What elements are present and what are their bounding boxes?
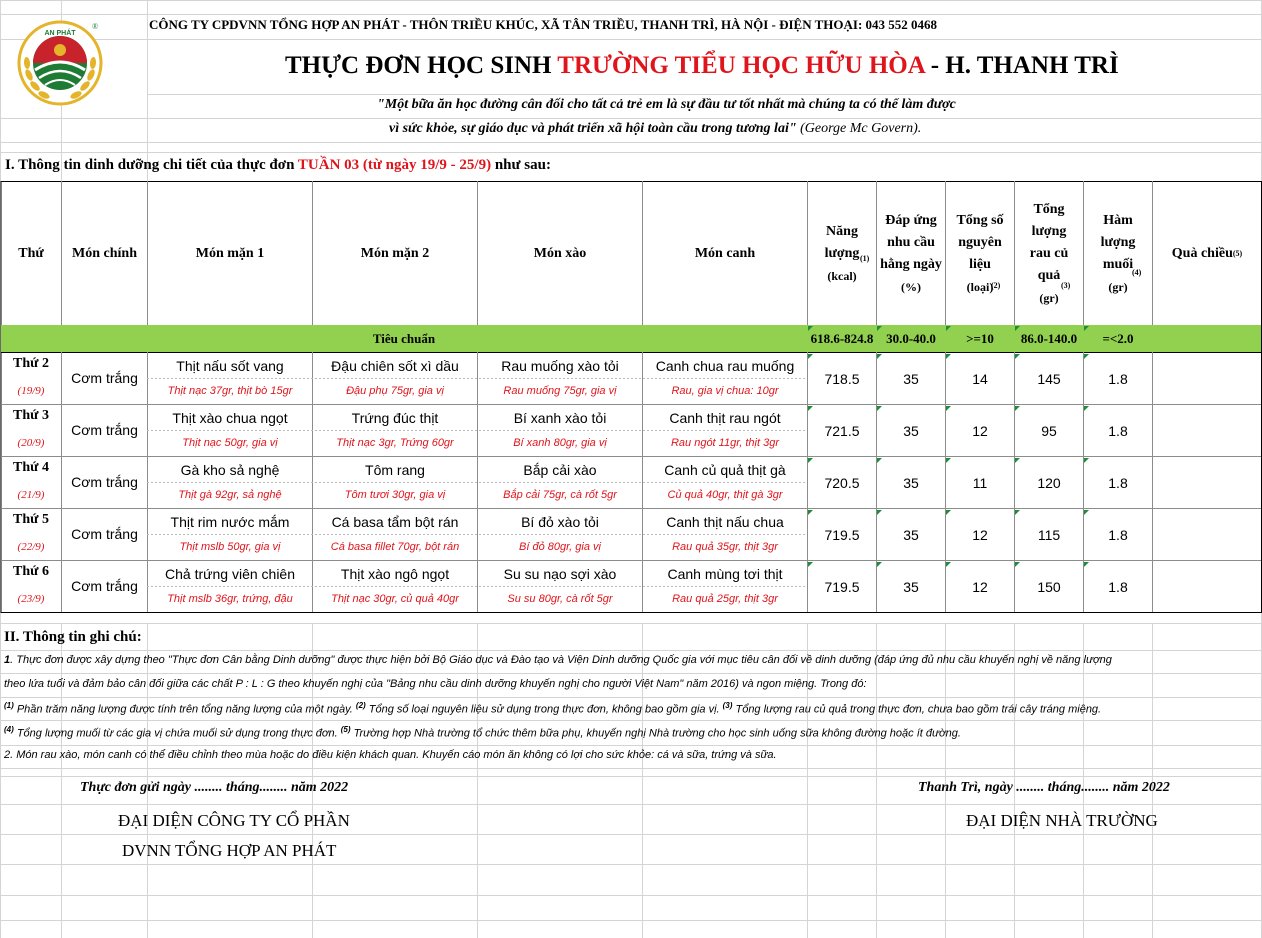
standard-energy: 618.6-824.8 xyxy=(810,331,874,346)
row-veg: 150 xyxy=(1037,579,1061,595)
row-salt: 1.8 xyxy=(1108,423,1128,439)
row-stirfry-ingredients: Bí xanh 80gr, gia vị xyxy=(513,437,607,449)
row-salty2-ingredients: Cá basa fillet 70gr, bột rán xyxy=(330,541,460,553)
row-salty2-dish: Cá basa tẩm bột rán xyxy=(331,514,459,530)
standard-label: Tiêu chuẩn xyxy=(372,331,436,346)
row-main-dish: Cơm trắng xyxy=(71,526,138,542)
row-day: Thứ 4 xyxy=(12,460,50,475)
registered-mark: ® xyxy=(92,22,99,31)
row-salty2-ingredients: Đậu phụ 75gr, gia vị xyxy=(346,385,444,397)
company-address-line: CÔNG TY CPDVNN TỔNG HỢP AN PHÁT - THÔN TRIỀU KHÚC, XÃ TÂN TRIỀU, THANH TRÌ, HÀ NỘI - ĐIỆN THOẠI: 043 552 0468 xyxy=(149,17,938,32)
row-salty2-ingredients: Thịt nạc 30gr, củ quả 40gr xyxy=(331,593,459,605)
header-ingredient-count-label: Tổng số nguyên liệu xyxy=(956,212,1004,272)
row-day: Thứ 6 xyxy=(12,564,50,579)
row-salt: 1.8 xyxy=(1108,371,1128,387)
header-daily-need-unit: (%) xyxy=(901,279,921,294)
cell-comment-marker-icon xyxy=(808,458,813,463)
row-stirfry-ingredients: Bí đỏ 80gr, gia vị xyxy=(519,541,601,553)
row-soup-ingredients: Rau quả 25gr, thịt 3gr xyxy=(672,593,778,605)
row-main-dish: Cơm trắng xyxy=(71,370,138,386)
row-veg: 145 xyxy=(1037,371,1061,387)
row-soup-ingredients: Rau, gia vị chua: 10gr xyxy=(671,385,779,397)
row-soup-dish: Canh củ quả thịt gà xyxy=(664,462,786,478)
row-stirfry-dish: Bắp cải xào xyxy=(523,462,597,478)
fn3-text: Tổng lượng rau củ quả trong thực đơn, chưa bao gồm trái cây tráng miệng. xyxy=(732,703,1102,716)
cell-comment-marker-icon xyxy=(946,458,951,463)
row-salty1-dish: Thịt rim nước mắm xyxy=(170,514,290,530)
row-stirfry-dish: Su su nạo sợi xào xyxy=(503,566,617,582)
row-salty1-ingredients: Thịt mslb 50gr, gia vị xyxy=(179,541,281,553)
row-main-dish: Cơm trắng xyxy=(71,422,138,438)
row-salty2-dish: Thịt xào ngô ngọt xyxy=(340,566,450,582)
quote-author: (George Mc Govern). xyxy=(796,121,922,136)
row-stirfry-dish: Bí đỏ xào tỏi xyxy=(521,514,599,530)
fn1-text: Phần trăm năng lượng được tính trên tổng năng lượng của một ngày. xyxy=(13,703,356,716)
title-school-name: TRƯỜNG TIỂU HỌC HỮU HÒA xyxy=(557,52,925,79)
row-stirfry-ingredients: Bắp cải 75gr, cà rốt 5gr xyxy=(503,489,617,501)
row-meet: 35 xyxy=(903,423,919,439)
cell-comment-marker-icon xyxy=(1084,510,1089,515)
header-energy-sup: (1) xyxy=(860,254,870,263)
note-1-line-2: theo lứa tuổi và đảm bảo cân đối giữa các chất P : L : G theo khuyến nghị của "Bảng nhu cầu dinh dưỡng khuyến nghị cho người Việt Nam" năm 2016) và ngon miệng. Trong đó: xyxy=(4,678,867,690)
company-logo xyxy=(17,20,103,106)
header-vegetables-label: Tổng lượng rau củ quả xyxy=(1029,201,1069,283)
header-salt-unit: (gr) xyxy=(1108,279,1128,294)
cell-comment-marker-icon xyxy=(946,326,951,331)
school-representative: ĐẠI DIỆN NHÀ TRƯỜNG xyxy=(966,811,1158,830)
place-date-line: Thanh Trì, ngày ........ tháng........ năm 2022 xyxy=(918,780,1170,795)
row-soup-dish: Canh mùng tơi thịt xyxy=(667,566,783,582)
header-ingredient-count-unit: (loại) xyxy=(966,279,994,294)
quote-line-2 xyxy=(389,121,921,137)
row-salty1-dish: Gà kho sả nghệ xyxy=(180,462,280,478)
row-stirfry-dish: Bí xanh xào tỏi xyxy=(513,410,607,426)
header-energy xyxy=(808,182,876,325)
cell-comment-marker-icon xyxy=(1015,406,1020,411)
row-main-dish: Cơm trắng xyxy=(71,474,138,490)
row-energy: 718.5 xyxy=(824,371,860,387)
row-stirfry-dish: Rau muống xào tỏi xyxy=(501,358,619,374)
row-ingredients: 14 xyxy=(972,371,988,387)
row-salty1-ingredients: Thịt gà 92gr, sả nghệ xyxy=(178,489,282,501)
row-salt: 1.8 xyxy=(1108,579,1128,595)
header-salt-label: Hàm lượng muối xyxy=(1100,212,1136,272)
header-snack-sup: (5) xyxy=(1232,248,1243,258)
header-soup: Món canh xyxy=(694,245,756,261)
cell-comment-marker-icon xyxy=(808,406,813,411)
footnotes-line-2 xyxy=(4,725,961,740)
row-ingredients: 12 xyxy=(972,527,988,543)
fn1-sup: (1) xyxy=(4,701,14,710)
quote-line-1: "Một bữa ăn học đường cân đối cho tất cả trẻ em là sự đầu tư tốt nhất mà chúng ta có thể làm được xyxy=(377,97,956,112)
header-vegetables xyxy=(1015,182,1083,325)
row-energy: 719.5 xyxy=(824,579,860,595)
row-meet: 35 xyxy=(903,579,919,595)
cell-comment-marker-icon xyxy=(1084,354,1089,359)
row-main-dish: Cơm trắng xyxy=(71,578,138,594)
standard-daily-need: 30.0-40.0 xyxy=(886,331,936,346)
row-date: (20/9) xyxy=(17,437,45,449)
row-date: (23/9) xyxy=(17,593,45,605)
section-2-heading: II. Thông tin ghi chú: xyxy=(4,629,142,645)
row-meet: 35 xyxy=(903,371,919,387)
header-salty-1: Món mặn 1 xyxy=(195,245,265,261)
fn5-sup: (5) xyxy=(340,725,351,734)
row-soup-dish: Canh chua rau muống xyxy=(655,358,795,374)
cell-comment-marker-icon xyxy=(808,354,813,359)
row-date: (19/9) xyxy=(17,385,45,397)
row-ingredients: 11 xyxy=(972,475,988,491)
cell-comment-marker-icon xyxy=(946,406,951,411)
row-salty1-ingredients: Thịt nạc 37gr, thịt bò 15gr xyxy=(167,385,293,397)
header-energy-unit: (kcal) xyxy=(827,268,857,283)
header-salty-2: Món mặn 2 xyxy=(360,245,430,261)
title-part-1: THỰC ĐƠN HỌC SINH xyxy=(285,52,558,79)
cell-comment-marker-icon xyxy=(1084,458,1089,463)
cell-comment-marker-icon xyxy=(946,510,951,515)
sent-date-line: Thực đơn gửi ngày ........ tháng........ năm 2022 xyxy=(80,780,349,795)
standard-vegetables: 86.0-140.0 xyxy=(1020,331,1078,346)
cell-comment-marker-icon xyxy=(877,326,882,331)
row-veg: 115 xyxy=(1037,527,1061,543)
row-salty1-dish: Chả trứng viên chiên xyxy=(165,566,295,582)
cell-comment-marker-icon xyxy=(1015,510,1020,515)
title-part-3: - H. THANH TRÌ xyxy=(924,52,1119,79)
cell-comment-marker-icon xyxy=(808,326,813,331)
row-salty1-dish: Thịt nấu sốt vang xyxy=(176,358,284,374)
cell-comment-marker-icon xyxy=(808,562,813,567)
company-representative-line-1: ĐẠI DIỆN CÔNG TY CỔ PHẦN xyxy=(118,811,350,830)
row-salty2-ingredients: Thịt nạc 3gr, Trứng 60gr xyxy=(336,437,454,449)
cell-comment-marker-icon xyxy=(1084,406,1089,411)
row-ingredients: 12 xyxy=(972,423,988,439)
row-veg: 95 xyxy=(1041,423,1057,439)
header-day: Thứ xyxy=(18,245,44,261)
row-salt: 1.8 xyxy=(1108,527,1128,543)
cell-comment-marker-icon xyxy=(808,510,813,515)
row-date: (22/9) xyxy=(17,541,45,553)
row-date: (21/9) xyxy=(17,489,45,501)
fn5-text: Trường hợp Nhà trường tổ chức thêm bữa phụ, khuyến nghị Nhà trường cho học sinh uống sữa không đường hoặc ít đường. xyxy=(350,727,961,740)
row-energy: 719.5 xyxy=(824,527,860,543)
fn2-text: Tổng số loại nguyên liệu sử dụng trong thực đơn, không bao gồm gia vị. xyxy=(365,703,723,716)
header-ingredient-count xyxy=(946,182,1014,325)
header-ingredient-count-sup: (2) xyxy=(991,281,1001,290)
row-ingredients: 12 xyxy=(972,579,988,595)
standard-salt: =<2.0 xyxy=(1102,331,1134,346)
row-salt: 1.8 xyxy=(1108,475,1128,491)
row-soup-dish: Canh thịt nấu chua xyxy=(666,514,784,530)
header-vegetables-unit: (gr) xyxy=(1039,290,1059,305)
cell-comment-marker-icon xyxy=(946,562,951,567)
cell-comment-marker-icon xyxy=(877,406,882,411)
note-2: 2. Món rau xào, món canh có thể điều chỉnh theo mùa hoặc do điều kiện khách quan. Khuyến cáo món ăn không có lợi cho sức khỏe: cá và sữa, trứng và sữa. xyxy=(4,749,777,761)
header-main-dish: Món chính xyxy=(72,245,137,261)
row-stirfry-ingredients: Su su 80gr, cà rốt 5gr xyxy=(507,593,613,605)
quote-text: vì sức khỏe, sự giáo dục và phát triển xã hội toàn cầu trong tương lai" xyxy=(389,121,797,136)
header-vegetables-sup: (3) xyxy=(1061,281,1071,290)
fn4-sup: (4) xyxy=(4,725,14,734)
row-stirfry-ingredients: Rau muống 75gr, gia vị xyxy=(503,385,617,397)
header-afternoon-snack xyxy=(1153,182,1261,325)
section-1-week: TUẦN 03 (từ ngày 19/9 - 25/9) xyxy=(297,157,492,173)
row-salty2-dish: Đậu chiên sốt xì dầu xyxy=(331,358,459,374)
cell-comment-marker-icon xyxy=(1084,326,1089,331)
logo-text: AN PHÁT xyxy=(44,30,76,37)
page-title xyxy=(285,52,1119,80)
note-1-line-1 xyxy=(4,654,1112,666)
row-salty1-dish: Thịt xào chua ngọt xyxy=(172,410,288,426)
cell-comment-marker-icon xyxy=(877,510,882,515)
row-salty1-ingredients: Thịt mslb 36gr, trứng, đậu xyxy=(167,593,293,605)
cell-comment-marker-icon xyxy=(877,458,882,463)
cell-comment-marker-icon xyxy=(1015,562,1020,567)
header-stir-fry: Món xào xyxy=(533,245,587,261)
section-1-heading xyxy=(5,157,551,174)
header-daily-need xyxy=(877,182,945,325)
row-veg: 120 xyxy=(1037,475,1061,491)
row-day: Thứ 5 xyxy=(12,512,50,527)
header-snack-label: Quà chiều xyxy=(1171,245,1233,261)
row-salty2-dish: Trứng đúc thịt xyxy=(351,410,439,426)
row-energy: 721.5 xyxy=(824,423,860,439)
section-1-suffix: như sau: xyxy=(491,157,551,173)
row-soup-ingredients: Rau quả 35gr, thịt 3gr xyxy=(672,541,778,553)
row-energy: 720.5 xyxy=(824,475,860,491)
note-1-text-a: . Thực đơn được xây dựng theo "Thực đơn Cân bằng Dinh dưỡng" được thực hiện bởi Bộ Giáo dục và Đào tạo và Viện Dinh dưỡng Quốc gia với mục tiêu cân đối về dinh dưỡng (đáp ứng đủ nhu cầu khuyến nghị về năng lượng xyxy=(10,654,1112,666)
row-day: Thứ 2 xyxy=(12,356,50,371)
row-meet: 35 xyxy=(903,475,919,491)
header-salt xyxy=(1084,182,1152,325)
row-salty1-ingredients: Thịt nạc 50gr, gia vị xyxy=(182,437,278,449)
footnotes-line-1 xyxy=(4,701,1101,716)
cell-comment-marker-icon xyxy=(1015,458,1020,463)
fn2-sup: (2) xyxy=(355,701,366,710)
row-salty2-dish: Tôm rang xyxy=(365,462,425,478)
cell-comment-marker-icon xyxy=(1015,326,1020,331)
header-salt-sup: (4) xyxy=(1132,268,1142,277)
row-soup-ingredients: Củ quả 40gr, thịt gà 3gr xyxy=(667,489,783,501)
row-soup-ingredients: Rau ngót 11gr, thịt 3gr xyxy=(670,437,780,449)
note-1-number: 1 xyxy=(4,654,11,666)
standard-ingredients: >=10 xyxy=(966,331,994,346)
row-salty2-ingredients: Tôm tươi 30gr, gia vị xyxy=(344,489,446,501)
section-1-prefix: I. Thông tin dinh dưỡng chi tiết của thực đơn xyxy=(5,157,298,173)
row-soup-dish: Canh thịt rau ngót xyxy=(669,410,781,426)
row-meet: 35 xyxy=(903,527,919,543)
cell-comment-marker-icon xyxy=(1084,562,1089,567)
cell-comment-marker-icon xyxy=(1015,354,1020,359)
fn4-text: Tổng lượng muối từ các gia vị chứa muối sử dụng trong thực đơn. xyxy=(13,727,341,740)
header-energy-label: Năng lượng xyxy=(824,223,860,261)
company-representative-line-2: DVNN TỔNG HỢP AN PHÁT xyxy=(122,841,337,860)
cell-comment-marker-icon xyxy=(877,354,882,359)
fn3-sup: (3) xyxy=(722,701,733,710)
header-daily-need-label: Đáp ứng nhu cầu hằng ngày xyxy=(880,212,942,272)
cell-comment-marker-icon xyxy=(877,562,882,567)
cell-comment-marker-icon xyxy=(946,354,951,359)
row-day: Thứ 3 xyxy=(12,408,50,423)
